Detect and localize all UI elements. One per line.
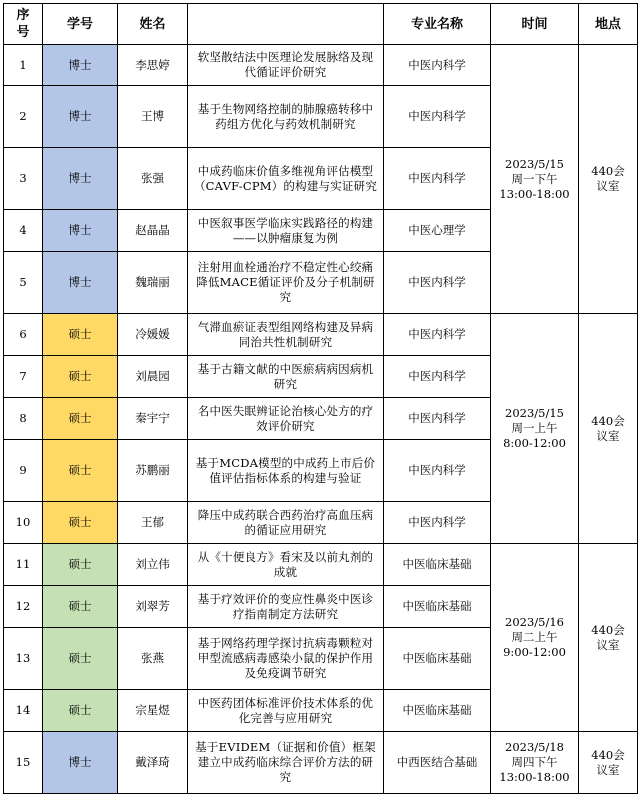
degree-cell: 硕士 <box>43 398 118 440</box>
thesis-title-cell: 中医叙事医学临床实践路径的构建——以肿瘤康复为例 <box>188 210 384 252</box>
name-cell: 刘翠芳 <box>118 586 188 628</box>
major-cell: 中医内科学 <box>384 86 491 148</box>
degree-cell: 硕士 <box>43 502 118 544</box>
header-place: 地点 <box>579 4 638 45</box>
major-cell: 中医临床基础 <box>384 690 491 732</box>
seq-cell: 11 <box>4 544 43 586</box>
session-place-cell <box>579 45 638 314</box>
degree-cell: 硕士 <box>43 586 118 628</box>
thesis-title-cell: 名中医失眠辨证论治核心处方的疗效评价研究 <box>188 398 384 440</box>
seq-cell: 15 <box>4 732 43 794</box>
place-line2: 议室 <box>596 428 620 443</box>
major-cell: 中医内科学 <box>384 440 491 502</box>
major-cell: 中医临床基础 <box>384 544 491 586</box>
name-cell: 刘晨园 <box>118 356 188 398</box>
seq-cell: 7 <box>4 356 43 398</box>
degree-cell: 硕士 <box>43 690 118 732</box>
seq-cell: 3 <box>4 148 43 210</box>
session-place-cell <box>579 314 638 544</box>
seq-cell: 10 <box>4 502 43 544</box>
session-hours: 8:00-12:00 <box>503 436 566 450</box>
name-cell: 王郁 <box>118 502 188 544</box>
session-date: 2023/5/15 <box>505 406 564 420</box>
major-cell: 中医内科学 <box>384 45 491 86</box>
header-seq <box>4 4 43 45</box>
table-row <box>4 45 638 86</box>
thesis-title-cell: 中成药临床价值多维视角评估模型（CAVF-CPM）的构建与实证研究 <box>188 148 384 210</box>
name-cell: 赵晶晶 <box>118 210 188 252</box>
degree-cell: 硕士 <box>43 440 118 502</box>
major-cell: 中医心理学 <box>384 210 491 252</box>
header-seq-line1: 序 <box>16 8 30 23</box>
degree-cell: 博士 <box>43 45 118 86</box>
major-cell: 中医临床基础 <box>384 586 491 628</box>
session-date: 2023/5/18 <box>505 740 564 754</box>
seq-cell: 8 <box>4 398 43 440</box>
table-row <box>4 314 638 356</box>
session-place-cell <box>579 732 638 794</box>
major-cell: 中医内科学 <box>384 314 491 356</box>
place-line1: 440会 <box>591 622 625 637</box>
header-title <box>188 4 384 45</box>
session-time-cell <box>491 732 579 794</box>
session-day: 周一上午 <box>511 421 558 435</box>
session-time-cell <box>491 544 579 732</box>
place-line2: 议室 <box>596 637 620 652</box>
degree-cell: 博士 <box>43 732 118 794</box>
seq-cell: 13 <box>4 628 43 690</box>
seq-cell: 12 <box>4 586 43 628</box>
table-row <box>4 544 638 586</box>
thesis-title-cell: 软坚散结法中医理论发展脉络及现代循证评价研究 <box>188 45 384 86</box>
session-day: 周四下午 <box>511 755 558 769</box>
thesis-title-cell: 基于MCDA模型的中成药上市后价值评估指标体系的构建与验证 <box>188 440 384 502</box>
name-cell: 宗星煜 <box>118 690 188 732</box>
seq-cell: 6 <box>4 314 43 356</box>
session-day: 周一下午 <box>511 171 558 186</box>
session-time-cell <box>491 45 579 314</box>
degree-cell: 硕士 <box>43 314 118 356</box>
session-hours: 13:00-18:00 <box>499 186 570 201</box>
thesis-title-cell: 注射用血栓通治疗不稳定性心绞痛降低MACE循证评价及分子机制研究 <box>188 252 384 314</box>
name-cell: 刘立伟 <box>118 544 188 586</box>
place-line2: 议室 <box>596 179 620 193</box>
degree-cell: 硕士 <box>43 628 118 690</box>
header-time: 时间 <box>491 4 579 45</box>
thesis-title-cell: 基于疗效评价的变应性鼻炎中医诊疗指南制定方法研究 <box>188 586 384 628</box>
header-row <box>4 4 638 45</box>
session-time-cell <box>491 314 579 544</box>
thesis-title-cell: 气滞血瘀证表型组网络构建及异病同治共性机制研究 <box>188 314 384 356</box>
major-cell: 中医内科学 <box>384 398 491 440</box>
name-cell: 张燕 <box>118 628 188 690</box>
major-cell: 中医临床基础 <box>384 628 491 690</box>
degree-cell: 硕士 <box>43 356 118 398</box>
thesis-title-cell: 降压中成药联合西药治疗高血压病的循证应用研究 <box>188 502 384 544</box>
thesis-title-cell: 基于古籍文献的中医瘀病病因病机研究 <box>188 356 384 398</box>
header-name: 姓名 <box>118 4 188 45</box>
degree-cell: 硕士 <box>43 544 118 586</box>
seq-cell: 14 <box>4 690 43 732</box>
thesis-title-cell: 从《十便良方》看宋及以前丸剂的成就 <box>188 544 384 586</box>
major-cell: 中西医结合基础 <box>384 732 491 794</box>
seq-cell: 4 <box>4 210 43 252</box>
thesis-title-cell: 基于网络药理学探讨抗病毒颗粒对甲型流感病毒感染小鼠的保护作用及免疫调节研究 <box>188 628 384 690</box>
name-cell: 苏鹏丽 <box>118 440 188 502</box>
major-cell: 中医内科学 <box>384 502 491 544</box>
session-day: 周二上午 <box>511 630 558 644</box>
seq-cell: 2 <box>4 86 43 148</box>
place-line1: 440会 <box>591 747 625 762</box>
name-cell: 李思婷 <box>118 45 188 86</box>
seq-cell: 9 <box>4 440 43 502</box>
degree-cell: 博士 <box>43 210 118 252</box>
session-date: 2023/5/15 <box>505 156 564 171</box>
session-date: 2023/5/16 <box>505 615 564 629</box>
seq-cell: 1 <box>4 45 43 86</box>
degree-cell: 博士 <box>43 86 118 148</box>
session-hours: 9:00-12:00 <box>503 645 566 659</box>
degree-cell: 博士 <box>43 148 118 210</box>
name-cell: 戴泽琦 <box>118 732 188 794</box>
header-major: 专业名称 <box>384 4 491 45</box>
name-cell: 魏瑞丽 <box>118 252 188 314</box>
name-cell: 秦宇宁 <box>118 398 188 440</box>
name-cell: 王博 <box>118 86 188 148</box>
seq-cell: 5 <box>4 252 43 314</box>
major-cell: 中医内科学 <box>384 148 491 210</box>
thesis-title-cell: 基于生物网络控制的肺腺癌转移中药组方优化与药效机制研究 <box>188 86 384 148</box>
thesis-title-cell: 中医药团体标准评价技术体系的优化完善与应用研究 <box>188 690 384 732</box>
place-line2: 议室 <box>596 762 620 777</box>
name-cell: 张强 <box>118 148 188 210</box>
name-cell: 冷媛媛 <box>118 314 188 356</box>
table-row <box>4 732 638 794</box>
header-student-id: 学号 <box>43 4 118 45</box>
thesis-title-cell: 基于EVIDEM（证据和价值）框架建立中成药临床综合评价方法的研究 <box>188 732 384 794</box>
place-line1: 440会 <box>591 164 625 178</box>
major-cell: 中医内科学 <box>384 252 491 314</box>
place-line1: 440会 <box>591 413 625 428</box>
session-hours: 13:00-18:00 <box>499 770 570 784</box>
header-seq-line2: 号 <box>16 25 30 40</box>
defense-schedule-table <box>3 3 638 794</box>
major-cell: 中医内科学 <box>384 356 491 398</box>
degree-cell: 博士 <box>43 252 118 314</box>
session-place-cell <box>579 544 638 732</box>
